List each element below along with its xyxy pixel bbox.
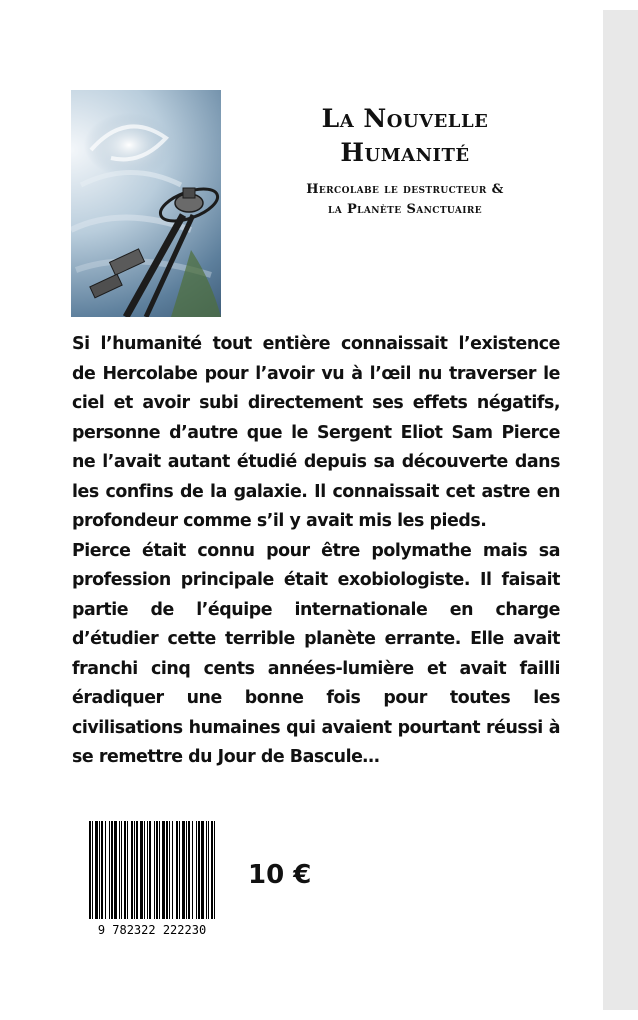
book-subtitle-line-1: Hercolabe le destructeur & (306, 182, 504, 197)
barcode-bar (121, 821, 122, 919)
isbn-barcode (86, 821, 219, 938)
book-title (240, 102, 570, 170)
barcode-bar (111, 821, 113, 919)
barcode-bar (134, 821, 135, 919)
barcode-bar (166, 821, 168, 919)
barcode-bar (156, 821, 158, 919)
barcode-bar (182, 821, 185, 919)
barcode-number: 9 782322 222230 (97, 923, 207, 937)
barcode-bar (95, 821, 98, 919)
barcode-bar (147, 821, 148, 919)
book-title-line-2: Humanité (340, 138, 470, 167)
barcode-bar (127, 821, 128, 919)
barcode-bar (140, 821, 143, 919)
barcode-bar (89, 821, 91, 919)
barcode-bar (172, 821, 173, 919)
title-block (240, 102, 570, 220)
price-label: 10 € (248, 860, 312, 890)
barcode-bar (179, 821, 180, 919)
barcode-bar (92, 821, 93, 919)
barcode-bar (201, 821, 204, 919)
barcode-bar (119, 821, 120, 919)
spine-strip (603, 10, 638, 1010)
book-title-line-1: La Nouvelle (321, 104, 489, 133)
barcode-bar (208, 821, 209, 919)
barcode-bar (114, 821, 117, 919)
back-cover-blurb (72, 330, 560, 773)
barcode-bar (99, 821, 100, 919)
barcode-bar (186, 821, 187, 919)
barcode-bar (192, 821, 193, 919)
blurb-paragraph-1: Si l’humanité tout entière connaissait l’existence de Hercolabe pour l’avoir vu à l’œil nu traverser le ciel et avoir subi directement ses effets négatifs, personne d’autre que le Sergent Eliot Sam Pierce ne l’avait autant étudié depuis sa découverte dans les confins de la galaxie. Il connaissait cet astre en profondeur comme s’il y avait mis les pieds. (72, 334, 560, 531)
barcode-bar (159, 821, 160, 919)
barcode-bar (214, 821, 215, 919)
barcode-bar (162, 821, 165, 919)
barcode-bar (176, 821, 178, 919)
barcode-bars (86, 821, 219, 938)
barcode-bar (131, 821, 133, 919)
barcode-bar (206, 821, 207, 919)
barcode-bar (124, 821, 126, 919)
barcode-bar (101, 821, 103, 919)
barcode-bar (144, 821, 145, 919)
barcode-bar (154, 821, 155, 919)
barcode-bar (109, 821, 110, 919)
barcode-bar (211, 821, 213, 919)
barcode-bar (188, 821, 190, 919)
book-subtitle-line-2: la Planète Sanctuaire (327, 202, 483, 217)
barcode-bar (149, 821, 151, 919)
barcode-bar (169, 821, 170, 919)
barcode-bar (136, 821, 138, 919)
space-station-over-planet-image (71, 90, 221, 317)
barcode-bar (105, 821, 106, 919)
book-subtitle (240, 180, 570, 220)
barcode-bar (196, 821, 197, 919)
cover-illustration (71, 90, 221, 317)
blurb-paragraph-2: Pierce était connu pour être polymathe mais sa profession principale était exobiologiste. Il faisait partie de l’équipe internationale en charge d’étudier cette terrible planète errante. Elle avait franchi cinq cents années-lumière et avait failli éradiquer une bonne fois pour toutes les civilisations humaines qui avaient pourtant réussi à se remettre du Jour de Bascule… (72, 540, 560, 767)
barcode-bar (198, 821, 200, 919)
